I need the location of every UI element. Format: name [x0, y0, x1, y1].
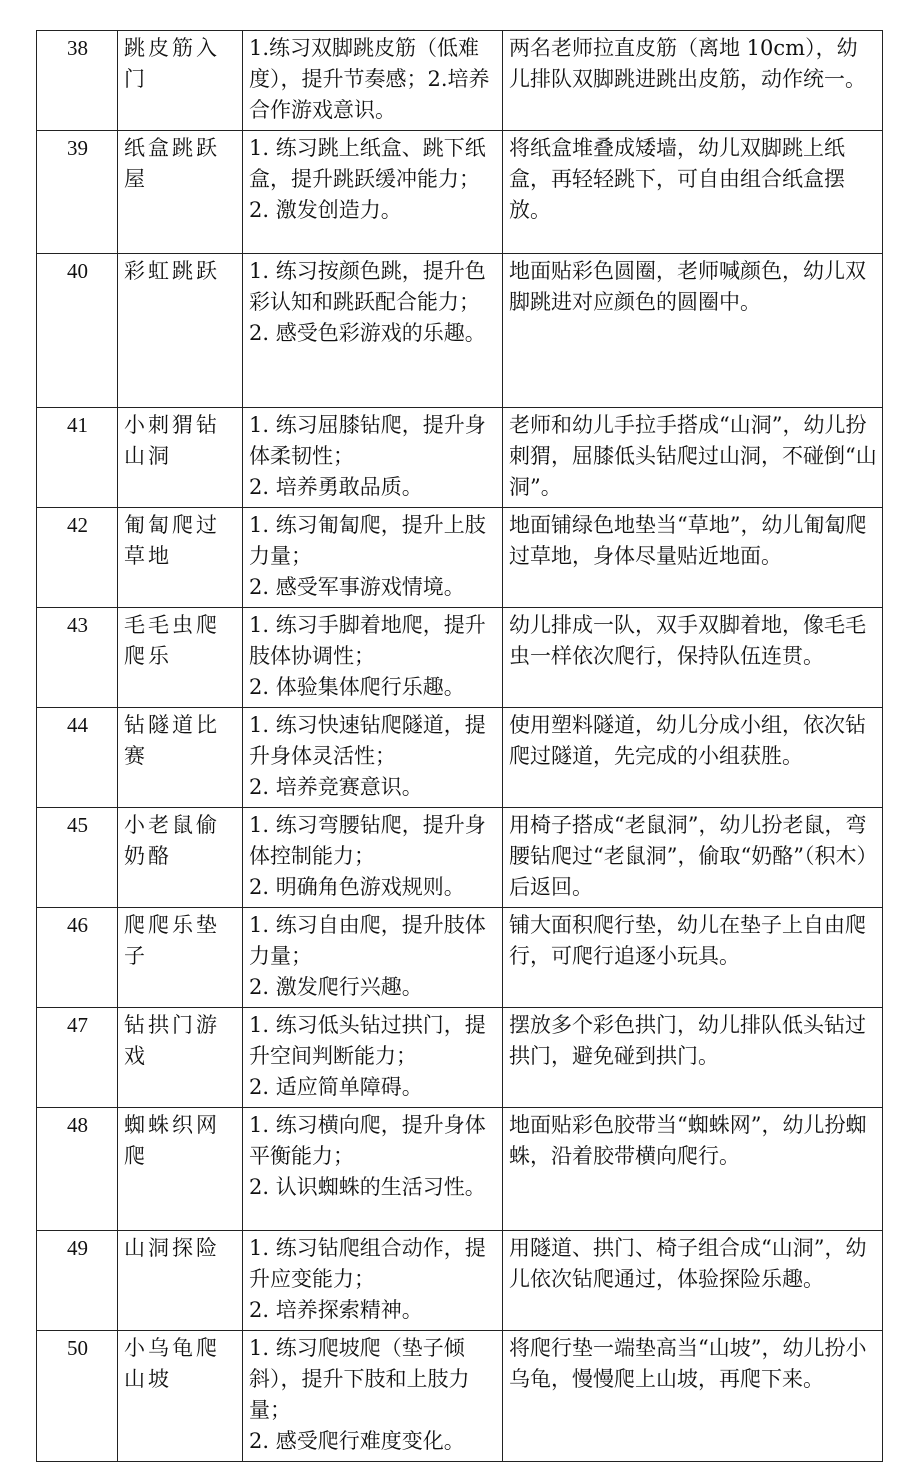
table-row	[37, 808, 883, 908]
game-name: 小刺猬钻山洞	[118, 408, 243, 508]
goal-item: 2. 激发爬行兴趣。	[249, 975, 423, 999]
goal-item: 1. 练习爬坡爬（垫子倾斜），提升下肢和上肢力量；	[249, 1336, 470, 1422]
goal-item: 2. 认识蜘蛛的生活习性。	[249, 1175, 486, 1199]
game-description: 使用塑料隧道，幼儿分成小组，依次钻爬过隧道，先完成的小组获胜。	[503, 708, 883, 808]
row-number: 38	[37, 31, 118, 131]
game-description: 地面铺绿色地垫当“草地”，幼儿匍匐爬过草地，身体尽量贴近地面。	[503, 508, 883, 608]
row-number: 46	[37, 908, 118, 1008]
goal-item: 1. 练习按颜色跳，提升色彩认知和跳跃配合能力；	[249, 259, 486, 314]
activity-table-body	[37, 31, 883, 1462]
row-number: 42	[37, 508, 118, 608]
row-number: 44	[37, 708, 118, 808]
goal-item: 1. 练习横向爬，提升身体平衡能力；	[249, 1113, 486, 1168]
game-goals	[243, 254, 503, 408]
game-description: 地面贴彩色圆圈，老师喊颜色，幼儿双脚跳进对应颜色的圆圈中。	[503, 254, 883, 408]
game-goals	[243, 1331, 503, 1462]
goal-item: 2. 适应简单障碍。	[249, 1075, 423, 1099]
table-row	[37, 908, 883, 1008]
game-goals	[243, 808, 503, 908]
game-description: 摆放多个彩色拱门，幼儿排队低头钻过拱门，避免碰到拱门。	[503, 1008, 883, 1108]
goal-item: 2. 培养探索精神。	[249, 1298, 423, 1322]
game-description: 幼儿排成一队，双手双脚着地，像毛毛虫一样依次爬行，保持队伍连贯。	[503, 608, 883, 708]
row-number: 39	[37, 131, 118, 254]
goal-item: 1. 练习钻爬组合动作，提升应变能力；	[249, 1236, 486, 1291]
table-row	[37, 131, 883, 254]
game-name: 毛毛虫爬爬乐	[118, 608, 243, 708]
game-description: 用隧道、拱门、椅子组合成“山洞”，幼儿依次钻爬通过，体验探险乐趣。	[503, 1231, 883, 1331]
game-name: 钻隧道比赛	[118, 708, 243, 808]
goal-item: 1. 练习快速钻爬隧道，提升身体灵活性；	[249, 713, 486, 768]
table-row	[37, 31, 883, 131]
goal-item: 1. 练习匍匐爬，提升上肢力量；	[249, 513, 486, 568]
table-row	[37, 708, 883, 808]
game-description: 地面贴彩色胶带当“蜘蛛网”，幼儿扮蜘蛛，沿着胶带横向爬行。	[503, 1108, 883, 1231]
game-description: 将纸盒堆叠成矮墙，幼儿双脚跳上纸盒，再轻轻跳下，可自由组合纸盒摆放。	[503, 131, 883, 254]
game-goals	[243, 508, 503, 608]
game-goals	[243, 1231, 503, 1331]
game-goals	[243, 908, 503, 1008]
game-name: 爬爬乐垫子	[118, 908, 243, 1008]
game-name: 纸盒跳跃屋	[118, 131, 243, 254]
row-number: 47	[37, 1008, 118, 1108]
goal-item: 2. 培养勇敢品质。	[249, 475, 423, 499]
game-name: 小老鼠偷奶酪	[118, 808, 243, 908]
table-row	[37, 508, 883, 608]
goal-item: 2. 感受军事游戏情境。	[249, 575, 465, 599]
game-goals	[243, 31, 503, 131]
game-goals	[243, 1108, 503, 1231]
goal-item: 2. 激发创造力。	[249, 198, 402, 222]
goal-item: 1. 练习手脚着地爬，提升肢体协调性；	[249, 613, 486, 668]
table-row	[37, 1331, 883, 1462]
row-number: 49	[37, 1231, 118, 1331]
game-description: 将爬行垫一端垫高当“山坡”，幼儿扮小乌龟，慢慢爬上山坡，再爬下来。	[503, 1331, 883, 1462]
row-number: 41	[37, 408, 118, 508]
goal-item: 1. 练习自由爬，提升肢体力量；	[249, 913, 486, 968]
goal-item: 1. 练习跳上纸盒、跳下纸盒，提升跳跃缓冲能力；	[249, 136, 486, 191]
table-row	[37, 408, 883, 508]
game-goals	[243, 608, 503, 708]
game-name: 山洞探险	[118, 1231, 243, 1331]
row-number: 48	[37, 1108, 118, 1231]
goal-item: 2. 感受色彩游戏的乐趣。	[249, 321, 486, 345]
row-number: 43	[37, 608, 118, 708]
game-name: 跳皮筋入门	[118, 31, 243, 131]
goal-item: 1. 练习低头钻过拱门，提升空间判断能力；	[249, 1013, 486, 1068]
game-name: 钻拱门游戏	[118, 1008, 243, 1108]
goal-item: 2. 培养竞赛意识。	[249, 775, 423, 799]
table-row	[37, 608, 883, 708]
goal-item: 1.练习双脚跳皮筋（低难度），提升节奏感；2.培养合作游戏意识。	[249, 36, 490, 122]
table-row	[37, 254, 883, 408]
goal-item: 2. 明确角色游戏规则。	[249, 875, 465, 899]
row-number: 45	[37, 808, 118, 908]
goal-item: 2. 体验集体爬行乐趣。	[249, 675, 465, 699]
game-name: 蜘蛛织网爬	[118, 1108, 243, 1231]
game-name: 匍匐爬过草地	[118, 508, 243, 608]
game-description: 铺大面积爬行垫，幼儿在垫子上自由爬行，可爬行追逐小玩具。	[503, 908, 883, 1008]
activity-table	[36, 30, 883, 1462]
row-number: 40	[37, 254, 118, 408]
game-name: 小乌龟爬山坡	[118, 1331, 243, 1462]
game-description: 用椅子搭成“老鼠洞”，幼儿扮老鼠，弯腰钻爬过“老鼠洞”，偷取“奶酪”（积木）后返回。	[503, 808, 883, 908]
game-goals	[243, 408, 503, 508]
game-goals	[243, 131, 503, 254]
game-name: 彩虹跳跃	[118, 254, 243, 408]
goal-item: 1. 练习弯腰钻爬，提升身体控制能力；	[249, 813, 486, 868]
game-goals	[243, 1008, 503, 1108]
table-row	[37, 1008, 883, 1108]
table-row	[37, 1108, 883, 1231]
goal-item: 1. 练习屈膝钻爬，提升身体柔韧性；	[249, 413, 486, 468]
game-goals	[243, 708, 503, 808]
table-row	[37, 1231, 883, 1331]
game-description: 老师和幼儿手拉手搭成“山洞”，幼儿扮刺猬，屈膝低头钻爬过山洞，不碰倒“山洞”。	[503, 408, 883, 508]
row-number: 50	[37, 1331, 118, 1462]
goal-item: 2. 感受爬行难度变化。	[249, 1429, 465, 1453]
game-description: 两名老师拉直皮筋（离地 10cm），幼儿排队双脚跳进跳出皮筋，动作统一。	[503, 31, 883, 131]
